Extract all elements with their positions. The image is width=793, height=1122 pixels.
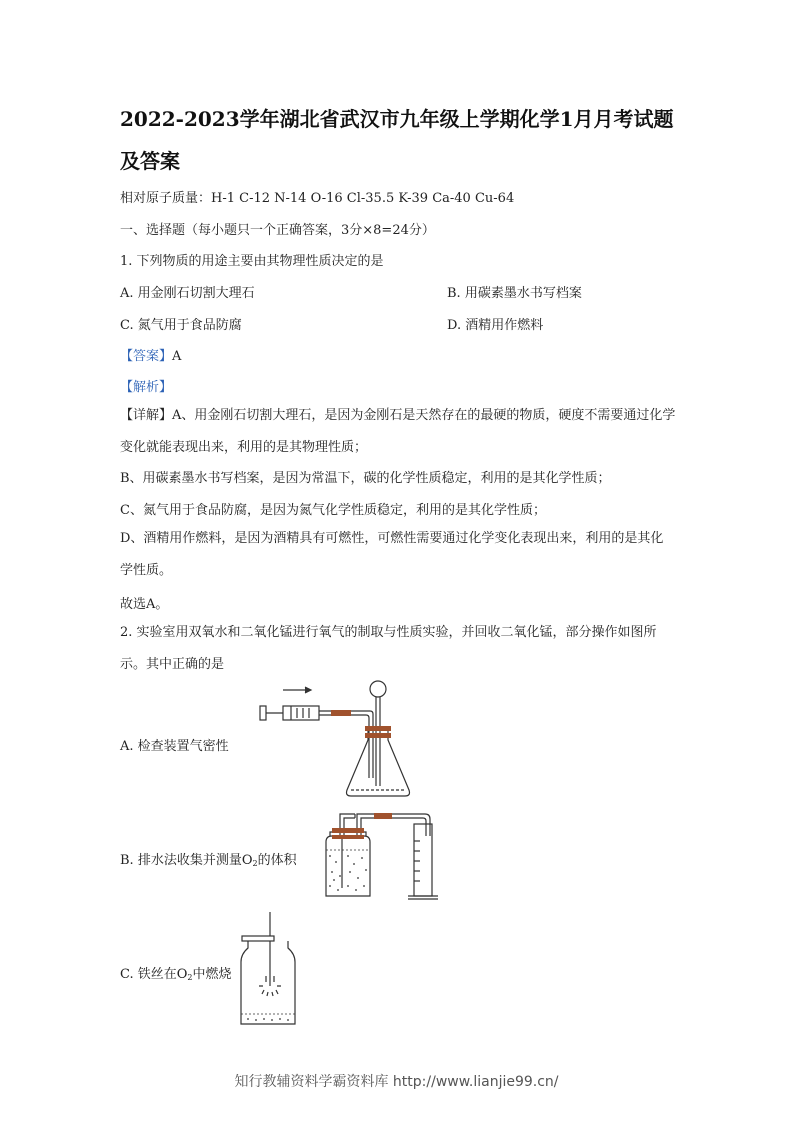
option-b-text: B. 排水法收集并测量O [120,853,253,868]
question-2-option-b [120,849,297,868]
question-1-option-b: B. 用碳素墨水书写档案 [447,286,582,301]
question-2-option-c [120,963,232,982]
detail-label: 【详解】 [120,408,173,423]
section-heading: 一、选择题（每小题只一个正确答案，3分×8=24分） [120,223,435,238]
detail-c: C、氮气用于食品防腐，是因为氮气化学性质稳定，利用的是其化学性质； [120,503,546,518]
answer-value: A [172,349,182,364]
question-1-option-d: D. 酒精用作燃料 [447,318,544,333]
question-2-option-a: A. 检查装置气密性 [120,739,229,754]
conclusion: 故选A。 [120,597,169,612]
airtightness-apparatus-figure [255,678,415,800]
option-c-text: C. 铁丝在O [120,967,188,982]
iron-burning-figure [238,910,300,1032]
page-title: 2022-2023学年湖北省武汉市九年级上学期化学1月月考试题及答案 [120,107,674,173]
question-2-stem: 2. 实验室用双氧水和二氧化锰进行氧气的制取与性质实验，并回收二氧化锰，部分操作如图所示。其中正确的是 [120,625,657,672]
question-1-stem: 1. 下列物质的用途主要由其物理性质决定的是 [120,254,384,269]
option-b-subscript: 2 [252,859,258,868]
analysis-label: 【解析】 [120,380,173,395]
detail-a-text: A、用金刚石切割大理石，是因为金刚石是天然存在的最硬的物质，硬度不需要通过化学变化就能表现出来，利用的是其物理性质； [120,408,676,455]
detail-a [120,400,676,464]
option-c-subscript: 2 [187,973,193,982]
footer-watermark: 知行教辅资料学霸资料库 http://www.lianjie99.cn/ [234,1074,559,1090]
option-b-text-end: 的体积 [257,853,297,868]
answer-label: 【答案】 [120,349,173,364]
detail-d: D、酒精用作燃料，是因为酒精具有可燃性，可燃性需要通过化学变化表现出来，利用的是其化学性质。 [120,531,664,578]
atomic-masses: 相对原子质量：H-1 C-12 N-14 O-16 Cl-35.5 K-39 Ca-40 Cu-64 [120,191,515,206]
question-1-answer [120,345,181,364]
option-c-text-end: 中燃烧 [192,967,232,982]
question-1-option-a: A. 用金刚石切割大理石 [120,286,255,301]
water-displacement-figure [310,806,445,902]
question-1-option-c: C. 氮气用于食品防腐 [120,318,242,333]
detail-b: B、用碳素墨水书写档案，是因为常温下，碳的化学性质稳定，利用的是其化学性质； [120,471,611,486]
